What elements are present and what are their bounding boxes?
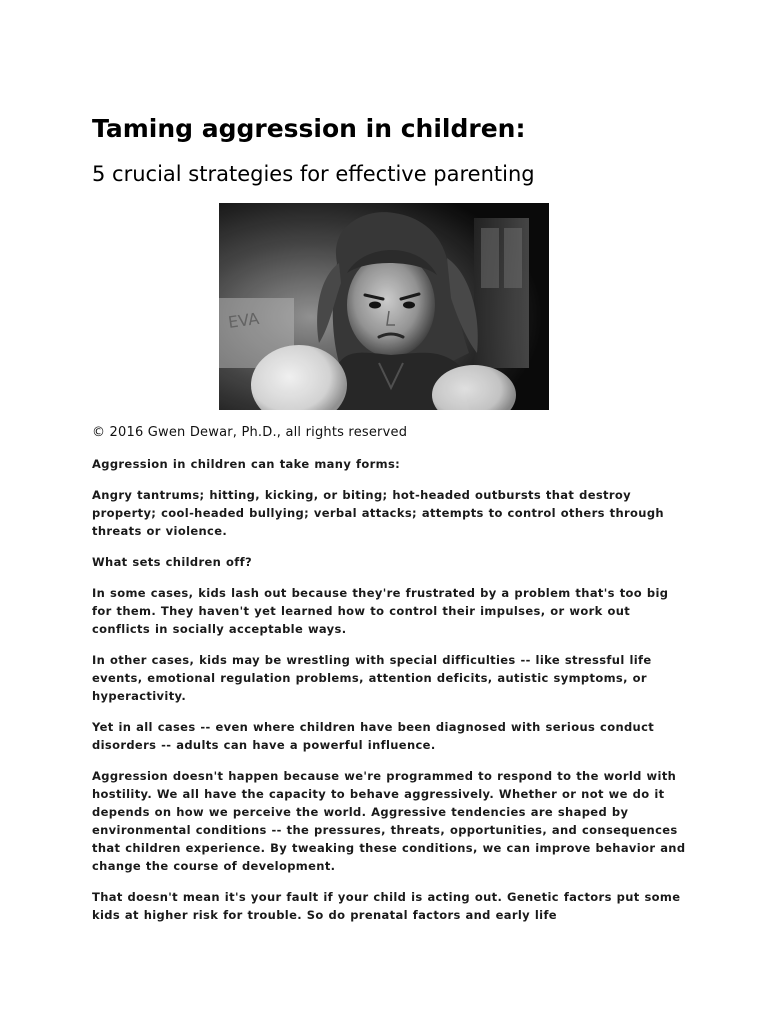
paragraph-special-difficulties: In other cases, kids may be wrestling with special difficulties -- like stressful life events, emotional regulation problems, attention deficits, autistic symptoms, or hyperactivity.	[92, 653, 652, 703]
paragraph-forms-intro: Aggression in children can take many forms:	[92, 457, 401, 471]
copyright-notice: © 2016 Gwen Dewar, Ph.D., all rights reserved	[92, 425, 408, 440]
paragraph-forms-list: Angry tantrums; hitting, kicking, or biting; hot-headed outbursts that destroy property; cool-headed bullying; verbal attacks; attempts to control others through threats or violence.	[92, 488, 664, 538]
document-page	[92, 112, 692, 924]
photo-illustration	[219, 203, 549, 410]
paragraph-adult-influence: Yet in all cases -- even where children have been diagnosed with serious conduct disorders -- adults can have a powerful influence.	[92, 720, 655, 752]
paragraph-not-your-fault: That doesn't mean it's your fault if your child is acting out. Genetic factors put some kids at higher risk for trouble. So do prenatal factors and early life	[92, 890, 681, 922]
document-title: Taming aggression in children:	[92, 114, 526, 143]
paragraph-frustration: In some cases, kids lash out because they're frustrated by a problem that's too big for them. They haven't yet learned how to control their impulses, or work out conflicts in socially acceptable ways.	[92, 586, 669, 636]
article-body	[92, 455, 692, 924]
svg-text:EVA: EVA	[226, 308, 261, 332]
photo-angry-child	[219, 203, 549, 410]
paragraph-environment: Aggression doesn't happen because we're programmed to respond to the world with hostility. We all have the capacity to behave aggressively. Whether or not we do it depends on how we perceive the world. Aggressive tendencies are shaped by environmental conditions -- the pressures, threats, opportunities, and consequences that children experience. By tweaking these conditions, we can improve behavior and change the course of development.	[92, 769, 686, 873]
paragraph-what-sets-off: What sets children off?	[92, 555, 253, 569]
document-subtitle: 5 crucial strategies for effective parenting	[92, 162, 535, 186]
